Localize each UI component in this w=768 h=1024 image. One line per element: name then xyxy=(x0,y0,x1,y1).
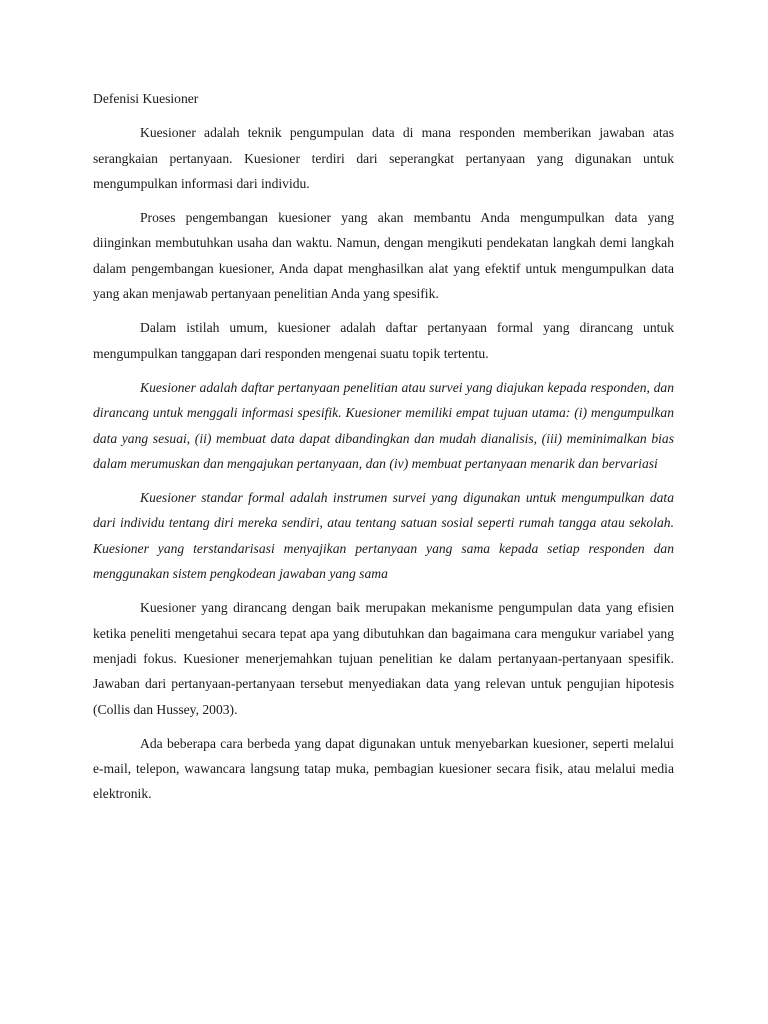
paragraph-general-term: Dalam istilah umum, kuesioner adalah daftar pertanyaan formal yang dirancang untuk mengumpulkan tanggapan dari responden mengenai suatu topik tertentu. xyxy=(93,320,674,361)
paragraph-distribution-methods: Ada beberapa cara berbeda yang dapat digunakan untuk menyebarkan kuesioner, seperti melalui e-mail, telepon, wawancara langsung tatap muka, pembagian kuesioner secara fisik, atau melalui media elektronik. xyxy=(93,735,674,802)
paragraph-development-process: Proses pengembangan kuesioner yang akan membantu Anda mengumpulkan data yang diinginkan membutuhkan usaha dan waktu. Namun, dengan mengikuti pendekatan langkah demi langkah dalam pengembangan kuesioner, Anda dapat menghasilkan alat yang efektif untuk mengumpulkan data yang akan menjawab pertanyaan penelitian Anda yang spesifik. xyxy=(93,210,674,302)
document-heading: Defenisi Kuesioner xyxy=(93,91,199,106)
paragraph-definition: Kuesioner adalah teknik pengumpulan data di mana responden memberikan jawaban atas serangkaian pertanyaan. Kuesioner terdiri dari seperangkat pertanyaan yang digunakan untuk mengumpulkan informasi dari individu. xyxy=(93,125,674,191)
paragraph-standard-questionnaire: Kuesioner standar formal adalah instrumen survei yang digunakan untuk mengumpulkan data dari individu tentang diri mereka sendiri, atau tentang satuan sosial seperti rumah tangga atau sekolah. Kuesioner yang terstandarisasi menyajikan pertanyaan yang sama kepada setiap responden dan menggunakan sistem pengkodean jawaban yang sama xyxy=(93,490,674,582)
document-page xyxy=(93,86,674,816)
paragraph-well-designed: Kuesioner yang dirancang dengan baik merupakan mekanisme pengumpulan data yang efisien ketika peneliti mengetahui secara tepat apa yang dibutuhkan dan bagaimana cara mengukur variabel yang menjadi fokus. Kuesioner menerjemahkan tujuan penelitian ke dalam pertanyaan-pertanyaan spesifik. Jawaban dari pertanyaan-pertanyaan tersebut menyediakan data yang relevan untuk pengujian hipotesis (Collis dan Hussey, 2003). xyxy=(93,600,674,717)
paragraph-main-goals: Kuesioner adalah daftar pertanyaan penelitian atau survei yang diajukan kepada responden, dan dirancang untuk menggali informasi spesifik. Kuesioner memiliki empat tujuan utama: (i) mengumpulkan data yang sesuai, (ii) membuat data dapat dibandingkan dan mudah dianalisis, (iii) meminimalkan bias dalam merumuskan dan mengajukan pertanyaan, dan (iv) membuat pertanyaan menarik dan bervariasi xyxy=(93,379,674,471)
